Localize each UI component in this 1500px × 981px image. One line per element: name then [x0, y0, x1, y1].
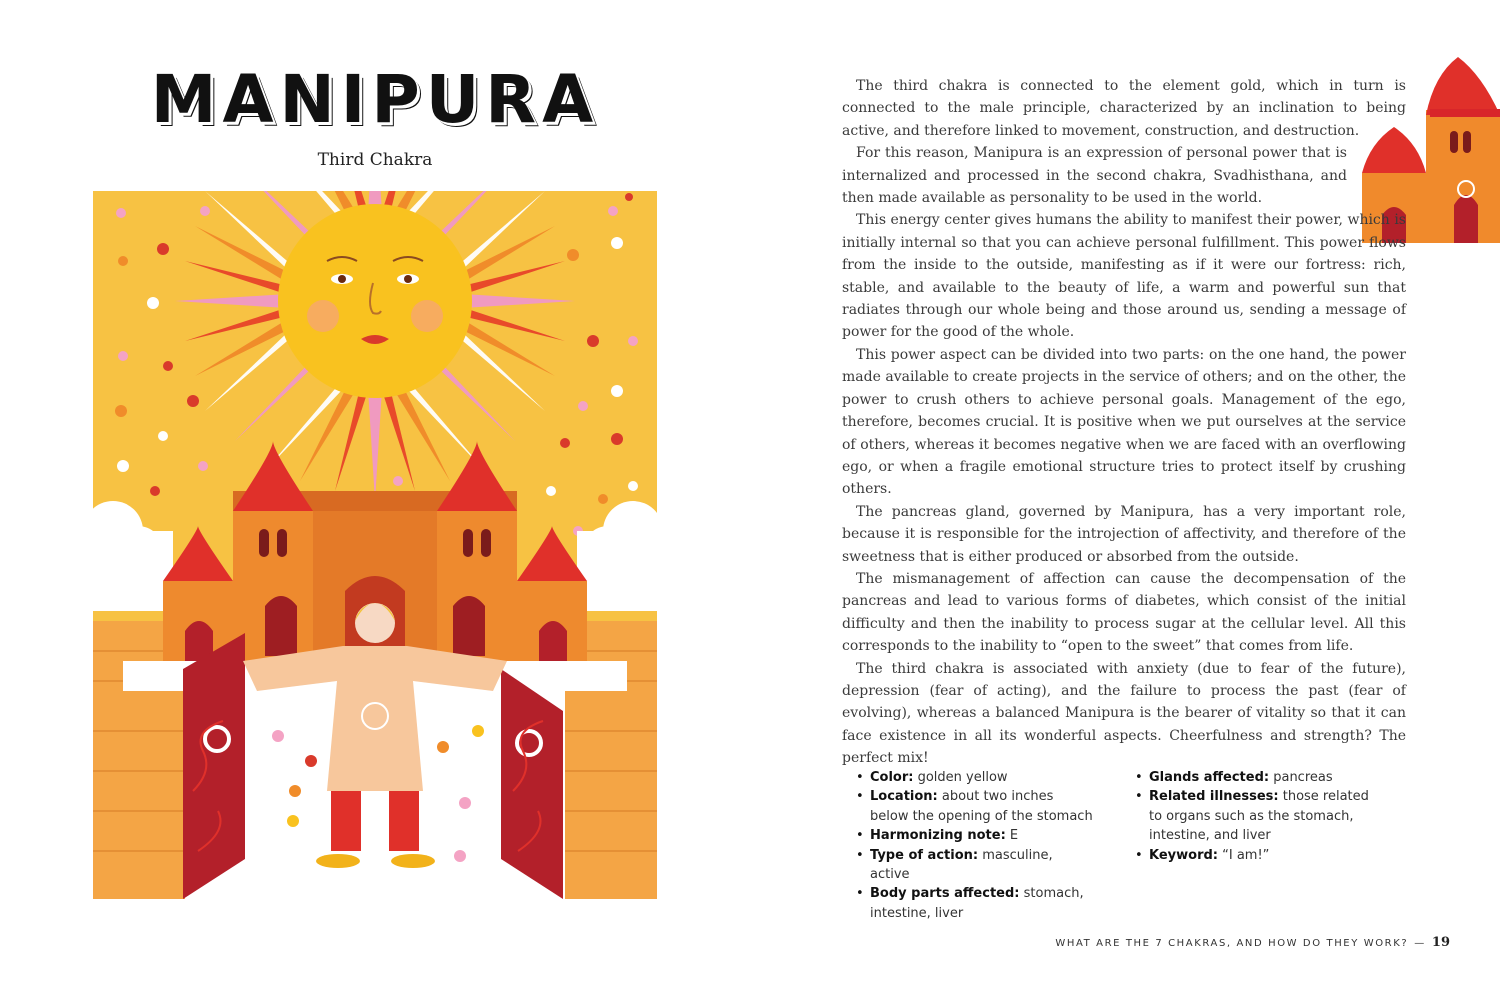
- footer-separator: —: [1414, 938, 1426, 949]
- page-number: 19: [1431, 935, 1450, 950]
- paragraph-6: The mismanagement of affection can cause the decompensation of the pancreas and lead to various forms of diabetes, which consist of the initial difficulty and then the inability to process sugar at the cellular level. All this corresponds to the inability to “open to the sweet” that comes from life.: [842, 570, 1406, 655]
- paragraph-7: The third chakra is associated with anxiety (due to fear of the future), depression (fear of acting), and the failure to process the past (fear of evolving), whereas a balanced Manipura is the bearer of vitality so that it can face existence in all its wonderful aspects. Cheerfulness and strength? The perfect mix!: [842, 660, 1406, 767]
- facts-list-right: [1133, 768, 1373, 865]
- page-footer: [1040, 935, 1450, 950]
- fact-item: • Type of action: masculine, active: [854, 846, 1094, 885]
- paragraph-5: The pancreas gland, governed by Manipura, has a very important role, because it is responsible for the introjection of affectivity, and therefore of the sweetness that is either produced or absorbed from the outside.: [842, 503, 1406, 565]
- chapter-title: MANIPURA: [150, 61, 600, 138]
- paragraph-1: The third chakra is connected to the element gold, which in turn is connected to the male principle, characterized by an inclination to being active, and therefore linked to movement, construction, and destruction.: [842, 78, 1406, 139]
- body-text: [842, 75, 1406, 770]
- fact-item: • Body parts affected: stomach, intestine, liver: [854, 884, 1094, 923]
- paragraph-3: This energy center gives humans the ability to manifest their power, which is initially internal so that you can achieve personal fulfillment. This power flows from the inside to the outside, manifesting as if it were our fortress: rich, stable, and available to the beauty of life, a warm and powerful sun that radiates through our whole being and those around us, sending a message of power for the good of the whole.: [842, 212, 1406, 341]
- fact-item: • Harmonizing note: E: [854, 826, 1094, 845]
- fact-item: • Glands affected: pancreas: [1133, 768, 1373, 787]
- fact-item: • Keyword: “I am!”: [1133, 846, 1373, 865]
- right-page: [750, 0, 1500, 981]
- manipura-illustration: [93, 191, 657, 899]
- chapter-subtitle: Third Chakra: [317, 150, 433, 170]
- fact-item: • Related illnesses: those related to organs such as the stomach, intestine, and liver: [1133, 787, 1373, 845]
- paragraph-4: This power aspect can be divided into two parts: on the one hand, the power made available to create projects in the service of others; and on the other, the power to crush others to achieve personal goals. Management of the ego, therefore, becomes crucial. It is positive when we put ourselves at the service of others, whereas it becomes negative when we are faced with an overflowing ego, or when a fragile emotional structure tries to protect itself by crushing others.: [842, 346, 1406, 498]
- facts-list-left: [854, 768, 1094, 923]
- running-head: WHAT ARE THE 7 CHAKRAS, AND HOW DO THEY WORK?: [1055, 938, 1409, 949]
- fact-item: • Location: about two inches below the opening of the stomach: [854, 787, 1094, 826]
- paragraph-2: For this reason, Manipura is an expression of personal power that is internalized and processed in the second chakra, Svadhisthana, and then made available as personality to be used in the world.: [842, 145, 1347, 207]
- fact-item: • Color: golden yellow: [854, 768, 1094, 787]
